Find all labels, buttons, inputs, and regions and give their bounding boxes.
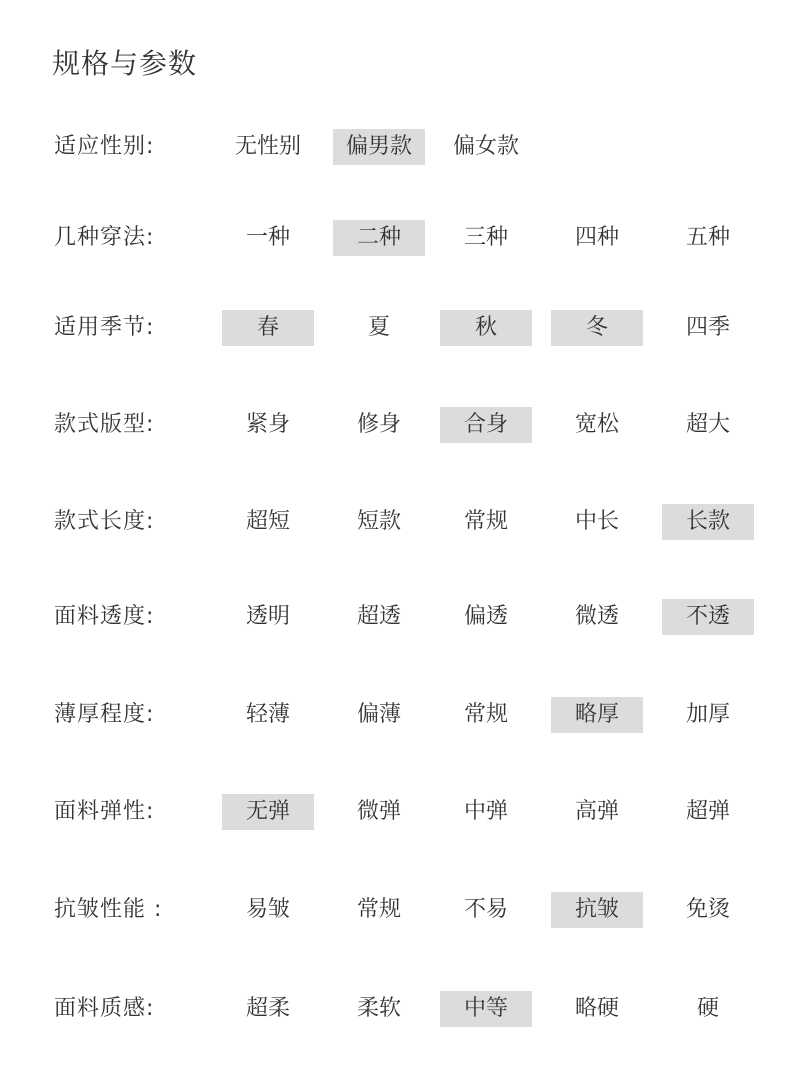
spec-option[interactable]: 四季 — [685, 315, 730, 340]
spec-option[interactable]: 常规 — [463, 702, 508, 727]
spec-option[interactable]: 无性别 — [234, 134, 301, 159]
spec-option[interactable]: 超透 — [356, 604, 401, 629]
spec-row-gender — [0, 129, 812, 165]
spec-option-selected[interactable]: 无弹 — [222, 794, 314, 830]
spec-option[interactable]: 轻薄 — [245, 702, 290, 727]
spec-option[interactable]: 紧身 — [245, 412, 290, 437]
spec-option[interactable]: 加厚 — [685, 702, 730, 727]
spec-label: 薄厚程度: — [54, 702, 155, 727]
spec-option[interactable]: 微弹 — [356, 799, 401, 824]
spec-row-transparency — [0, 599, 812, 635]
spec-option-selected[interactable]: 中等 — [440, 991, 532, 1027]
spec-option[interactable]: 免烫 — [685, 897, 730, 922]
spec-option[interactable]: 偏女款 — [452, 134, 519, 159]
spec-option[interactable]: 修身 — [356, 412, 401, 437]
spec-option[interactable]: 超弹 — [685, 799, 730, 824]
spec-option[interactable]: 硬 — [696, 996, 719, 1021]
spec-option[interactable]: 柔软 — [356, 996, 401, 1021]
spec-label: 款式长度: — [54, 509, 155, 534]
spec-option[interactable]: 五种 — [685, 225, 730, 250]
spec-option-selected[interactable]: 抗皱 — [551, 892, 643, 928]
spec-option[interactable]: 宽松 — [574, 412, 619, 437]
spec-option-selected[interactable]: 长款 — [662, 504, 754, 540]
spec-label: 适应性别: — [54, 134, 155, 159]
spec-option[interactable]: 略硬 — [574, 996, 619, 1021]
page-title: 规格与参数 — [52, 47, 198, 80]
spec-option[interactable]: 偏透 — [463, 604, 508, 629]
spec-row-texture — [0, 991, 812, 1027]
spec-row-elasticity — [0, 794, 812, 830]
spec-label: 几种穿法: — [54, 225, 155, 250]
spec-option[interactable]: 夏 — [367, 315, 390, 340]
spec-option-selected[interactable]: 合身 — [440, 407, 532, 443]
spec-option-selected[interactable]: 春 — [222, 310, 314, 346]
spec-option[interactable]: 中弹 — [463, 799, 508, 824]
spec-label: 面料透度: — [54, 604, 155, 629]
spec-option[interactable]: 易皱 — [245, 897, 290, 922]
spec-option[interactable]: 一种 — [245, 225, 290, 250]
spec-row-ways-to-wear — [0, 220, 812, 256]
spec-row-thickness — [0, 697, 812, 733]
spec-label: 款式版型: — [54, 412, 155, 437]
spec-option[interactable]: 短款 — [356, 509, 401, 534]
spec-label: 面料弹性: — [54, 799, 155, 824]
spec-option[interactable]: 超柔 — [245, 996, 290, 1021]
spec-row-season — [0, 310, 812, 346]
spec-option[interactable]: 三种 — [463, 225, 508, 250]
spec-option[interactable]: 中长 — [574, 509, 619, 534]
spec-option-selected[interactable]: 略厚 — [551, 697, 643, 733]
spec-option[interactable]: 四种 — [574, 225, 619, 250]
spec-option[interactable]: 常规 — [463, 509, 508, 534]
spec-option[interactable]: 高弹 — [574, 799, 619, 824]
spec-label: 面料质感: — [54, 996, 155, 1021]
spec-option-selected[interactable]: 偏男款 — [333, 129, 425, 165]
spec-option-selected[interactable]: 二种 — [333, 220, 425, 256]
spec-row-fit — [0, 407, 812, 443]
spec-row-wrinkle-resistance — [0, 892, 812, 928]
spec-option[interactable]: 不易 — [463, 897, 508, 922]
spec-option[interactable]: 微透 — [574, 604, 619, 629]
spec-option-selected[interactable]: 不透 — [662, 599, 754, 635]
spec-option[interactable]: 常规 — [356, 897, 401, 922]
spec-option-selected[interactable]: 冬 — [551, 310, 643, 346]
spec-label: 抗皱性能 : — [54, 897, 163, 922]
spec-option[interactable]: 偏薄 — [356, 702, 401, 727]
spec-option-selected[interactable]: 秋 — [440, 310, 532, 346]
spec-row-length — [0, 504, 812, 540]
spec-option[interactable]: 超大 — [685, 412, 730, 437]
spec-option[interactable]: 超短 — [245, 509, 290, 534]
spec-option[interactable]: 透明 — [245, 604, 290, 629]
spec-label: 适用季节: — [54, 315, 155, 340]
